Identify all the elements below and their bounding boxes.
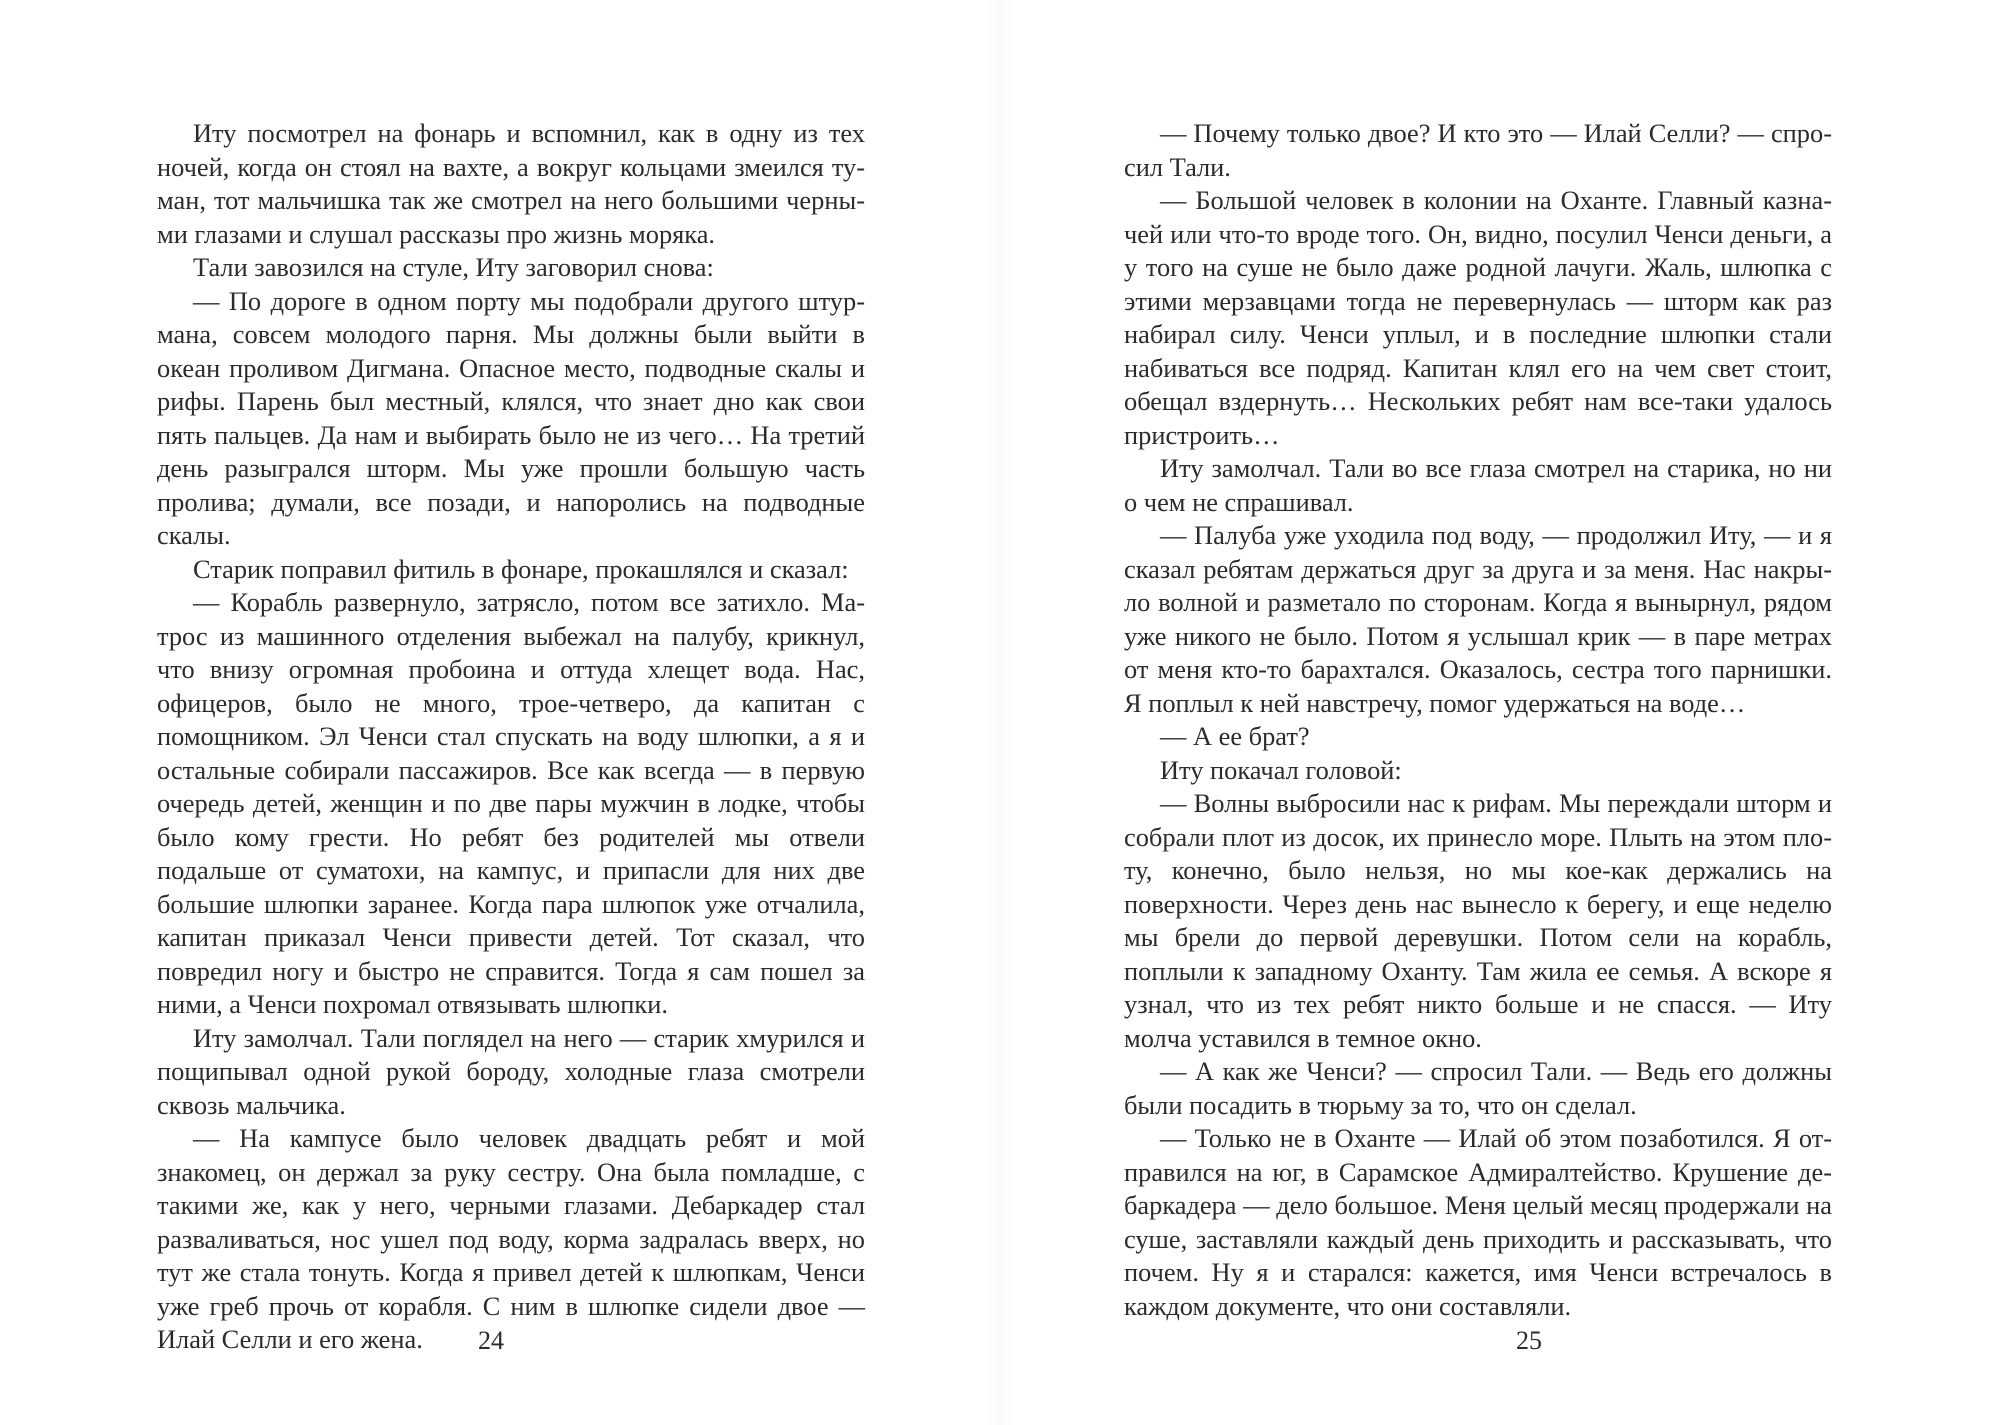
paragraph: — Волны выбросили нас к рифам. Мы переждали шторм и собрали плот из досок, их принесло море. Плыть на этом плоту, конечно, было нельзя, но мы кое-как держались на поверхности. Через день нас вынесло к берегу, и еще неделю мы брели до первой деревушки. Потом сели на корабль, поплыли к западному Оханту. Там жила ее семья. А вскоре я узнал, что из тех ребят никто больше и не спасся. — Иту молча уставился в темное окно. bbox=[1124, 788, 1832, 1053]
paragraph: Тали завозился на стуле, Иту заговорил снова: bbox=[193, 252, 714, 282]
paragraph: Иту замолчал. Тали поглядел на него — старик хмурился и пощипывал одной рукой бороду, холодные глаза смотрели сквозь мальчика. bbox=[157, 1022, 865, 1120]
paragraph: — Палуба уже уходила под воду, — продолжил Иту, — и я сказал ребятам держаться друг за друга и за меня. Нас накрыло волной и разметало по сторонам. Когда я вынырнул, рядом уже никого не было. Потом я услышал крик — в паре метрах от меня кто-то барахтался. Оказалось, сестра того парнишки. Я поплыл к ней навстречу, помог удержаться на воде… bbox=[1124, 520, 1832, 718]
paragraph: — По дороге в одном порту мы подобрали другого штурмана, совсем молодого парня. Мы должны были выйти в океан проливом Дигмана. Опасное место, подводные скалы и рифы. Парень был местный, клялся, что знает дно как свои пять пальцев. Да нам и выбирать было не из чего… На третий день разыгрался шторм. Мы уже прошли большую часть пролива; думали, все позади, и напоролись на подводные скалы. bbox=[157, 285, 865, 550]
right-page-text bbox=[1124, 117, 1832, 1323]
paragraph: Иту посмотрел на фонарь и вспомнил, как в одну из тех ночей, когда он стоял на вахте, а вокруг кольцами змеился туман, тот мальчишка так же смотрел на него большими черными глазами и слушал рассказы про жизнь моряка. bbox=[157, 118, 865, 249]
paragraph: Иту покачал головой: bbox=[1160, 754, 1402, 785]
paragraph: — Почему только двое? И кто это — Илай Селли? — спросил Тали. bbox=[1124, 118, 1832, 182]
left-page-text bbox=[157, 117, 865, 1357]
paragraph: Старик поправил фитиль в фонаре, прокашлялся и сказал: bbox=[193, 553, 849, 584]
page-number: 24 bbox=[478, 1326, 504, 1355]
right-page bbox=[1000, 0, 2000, 1425]
paragraph: — А ее брат? bbox=[1160, 721, 1310, 751]
paragraph: — А как же Ченси? — спросил Тали. — Ведь его должны были посадить в тюрьму за то, что он сделал. bbox=[1124, 1056, 1832, 1120]
page-number: 25 bbox=[1516, 1326, 1542, 1355]
paragraph: — Большой человек в колонии на Оханте. Главный казначей или что-то вроде того. Он, видно, посулил Ченси деньги, а у того на суше не было даже родной лачуги. Жаль, шлюпка с этими мерзавцами тогда не перевернулась — шторм как раз набирал силу. Ченси уплыл, и в последние шлюпки стали набиваться все подряд. Капитан клял его на чем свет стоит, обещал вздернуть… Нескольких ребят нам все-таки удалось пристроить… bbox=[1124, 185, 1832, 450]
paragraph: — На кампусе было человек двадцать ребят и мой знакомец, он держал за руку сестру. Она была помладше, с такими же, как у него, черными глазами. Дебаркадер стал разваливаться, нос ушел под воду, корма задралась вверх, но тут же стала тонуть. Когда я привел детей к шлюпкам, Ченси уже греб прочь от корабля. С ним в шлюпке сидели двое — Илай Селли и его жена. bbox=[157, 1123, 865, 1354]
paragraph: — Корабль развернуло, затрясло, потом все затихло. Матрос из машинного отделения выбежал на палубу, крикнул, что внизу огромная пробоина и оттуда хлещет вода. Нас, офицеров, было не много, трое-четверо, да капитан с помощником. Эл Ченси стал спускать на воду шлюпки, а я и остальные собирали пассажиров. Все как всегда — в первую очередь детей, женщин и по две пары мужчин в лодке, чтобы было кому грести. Но ребят без родителей мы отвели подальше от суматохи, на кампус, и припасли для них две большие шлюпки заранее. Когда пара шлюпок уже отчалила, капитан приказал Ченси привести детей. Тот сказал, что повредил ногу и быстро не справится. Тогда я сам пошел за ними, а Ченси похромал отвязывать шлюпки. bbox=[157, 587, 865, 1019]
paragraph: Иту замолчал. Тали во все глаза смотрел на старика, но ни о чем не спрашивал. bbox=[1124, 453, 1832, 517]
paragraph: — Только не в Оханте — Илай об этом позаботился. Я отправился на юг, в Сарамское Адмиралтейство. Крушение дебаркадера — дело большое. Меня целый месяц продержали на суше, заставляли каждый день приходить и рассказывать, что почем. Ну я и старался: кажется, имя Ченси встречалось в каждом документе, что они составляли. bbox=[1124, 1123, 1832, 1321]
